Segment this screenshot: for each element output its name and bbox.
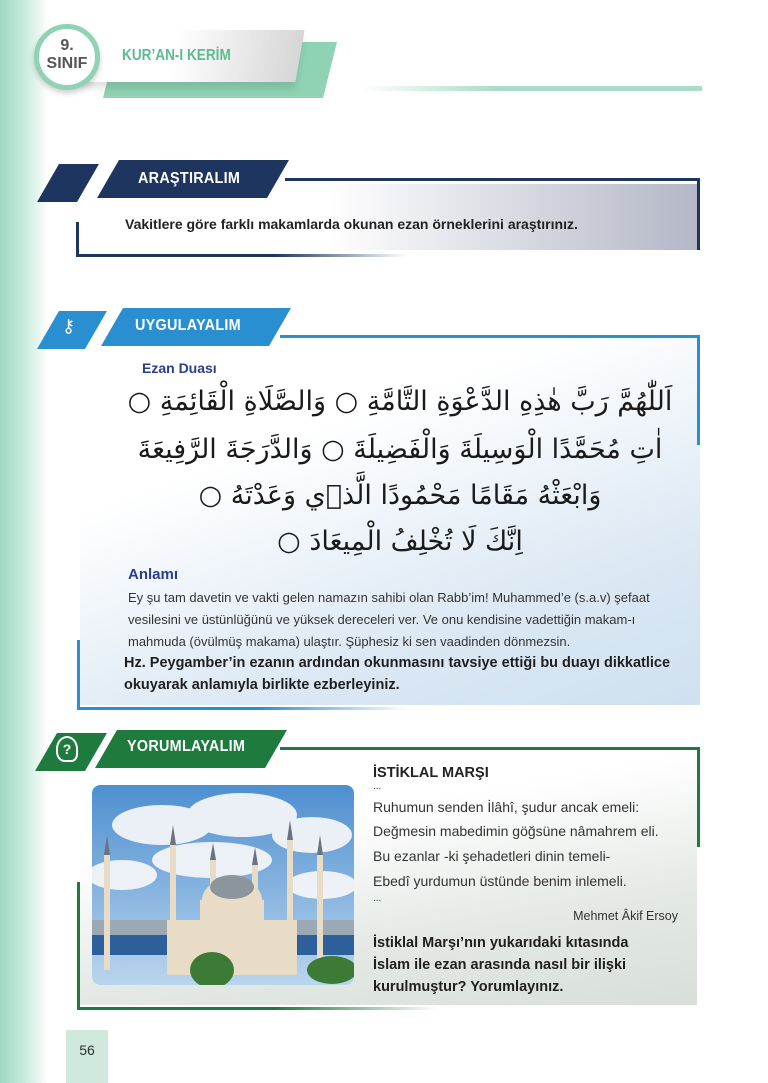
arastiralim-text: Vakitlere göre farklı makamlarda okunan ezan örneklerini araştırınız. bbox=[125, 216, 578, 232]
arastiralim-title: ARAŞTIRALIM bbox=[138, 170, 241, 187]
poem-line: Bu ezanlar -ki şehadetleri dinin temeli- bbox=[373, 848, 611, 864]
grade-badge bbox=[34, 24, 100, 90]
mosque-image bbox=[92, 785, 354, 985]
arastiralim-left-border bbox=[76, 222, 79, 257]
yorumlayalim-title: YORUMLAYALIM bbox=[127, 738, 246, 755]
poem-author: Mehmet Âkif Ersoy bbox=[573, 909, 678, 923]
grade-number: 9. bbox=[60, 37, 74, 54]
poem-line: Ebedî yurdumun üstünde benim inlemeli. bbox=[373, 873, 627, 889]
yorumlayalim-right-border bbox=[697, 747, 700, 847]
task-line: Hz. Peygamber’in ezanın ardından okunmasını tavsiye ettiği bu duayı dikkatlice bbox=[124, 655, 671, 671]
poem-line: Ruhumun senden İlâhî, şudur ancak emeli: bbox=[373, 799, 640, 815]
meaning-line: vesilesini ve üstünlüğünü ve yüksek dereceleri ver. Ve onu kendisine vadettiğin makam-ı bbox=[128, 612, 636, 627]
question-line: kurulmuştur? Yorumlayınız. bbox=[373, 979, 564, 995]
course-title: KUR’AN-I KERİM bbox=[122, 47, 231, 64]
meaning-text bbox=[128, 587, 650, 653]
arabic-line: اَللّٰهُمَّ رَبَّ هٰذِهِ الدَّعْوَةِ التَّامَّةِ ○ وَالصَّلَاةِ الْقَائِمَةِ ○ bbox=[127, 386, 673, 417]
question-line: İstiklal Marşı’nın yukarıdaki kıtasında bbox=[373, 935, 629, 951]
yorumlayalim-left-border bbox=[77, 882, 80, 1010]
uygulayalim-bottom-border bbox=[77, 707, 407, 710]
meaning-line: Ey şu tam davetin ve vakti gelen namazın sahibi olan Rabb’im! Muhammed’e (s.a.v) şefaat bbox=[128, 590, 650, 605]
yorumlayalim-question bbox=[373, 932, 628, 998]
meaning-line: mahmuda (övülmüş makama) ulaştır. Şüphesiz ki sen vaadinden dönmezsin. bbox=[128, 634, 571, 649]
arastiralim-top-border bbox=[285, 178, 700, 181]
head-question-icon: ? bbox=[56, 736, 78, 762]
poem-ellipsis: ... bbox=[373, 893, 382, 904]
header-divider bbox=[360, 86, 702, 91]
arabic-line: اٰتِ مُحَمَّدًا الْوَسِيلَةَ وَالْفَضِيلَةَ ○ وَالدَّرَجَةَ الرَّفِيعَةَ bbox=[137, 434, 663, 465]
person-key-icon: ⚷ bbox=[62, 316, 76, 336]
ezan-duasi-title: Ezan Duası bbox=[142, 360, 217, 376]
grade-label: SINIF bbox=[46, 55, 88, 72]
arastiralim-bottom-border bbox=[76, 254, 406, 257]
question-line: İslam ile ezan arasında nasıl bir ilişki bbox=[373, 957, 627, 973]
arabic-line: اِنَّكَ لَا تُخْلِفُ الْمِيعَادَ ○ bbox=[277, 526, 523, 557]
poem-ellipsis: ... bbox=[373, 781, 382, 792]
uygulayalim-top-border bbox=[280, 335, 700, 338]
meaning-title: Anlamı bbox=[128, 566, 179, 583]
yorumlayalim-bottom-border bbox=[77, 1007, 437, 1010]
page-side-strip bbox=[0, 0, 48, 1083]
arastiralim-right-border bbox=[697, 178, 700, 250]
uygulayalim-task bbox=[124, 652, 670, 696]
yorumlayalim-top-border bbox=[280, 747, 700, 750]
task-line: okuyarak anlamıyla birlikte ezberleyiniz. bbox=[124, 677, 400, 693]
poem-line: Değmesin mabedimin göğsüne nâmahrem eli. bbox=[373, 823, 659, 839]
uygulayalim-left-border bbox=[77, 640, 80, 710]
arabic-line: وَابْعَثْهُ مَقَامًا مَحْمُودًا الَّذ۪ي وَعَدْتَهُ ○ bbox=[198, 480, 602, 511]
poem-title: İSTİKLAL MARŞI bbox=[373, 765, 489, 781]
page-number: 56 bbox=[66, 1030, 108, 1083]
uygulayalim-title: UYGULAYALIM bbox=[135, 317, 241, 334]
